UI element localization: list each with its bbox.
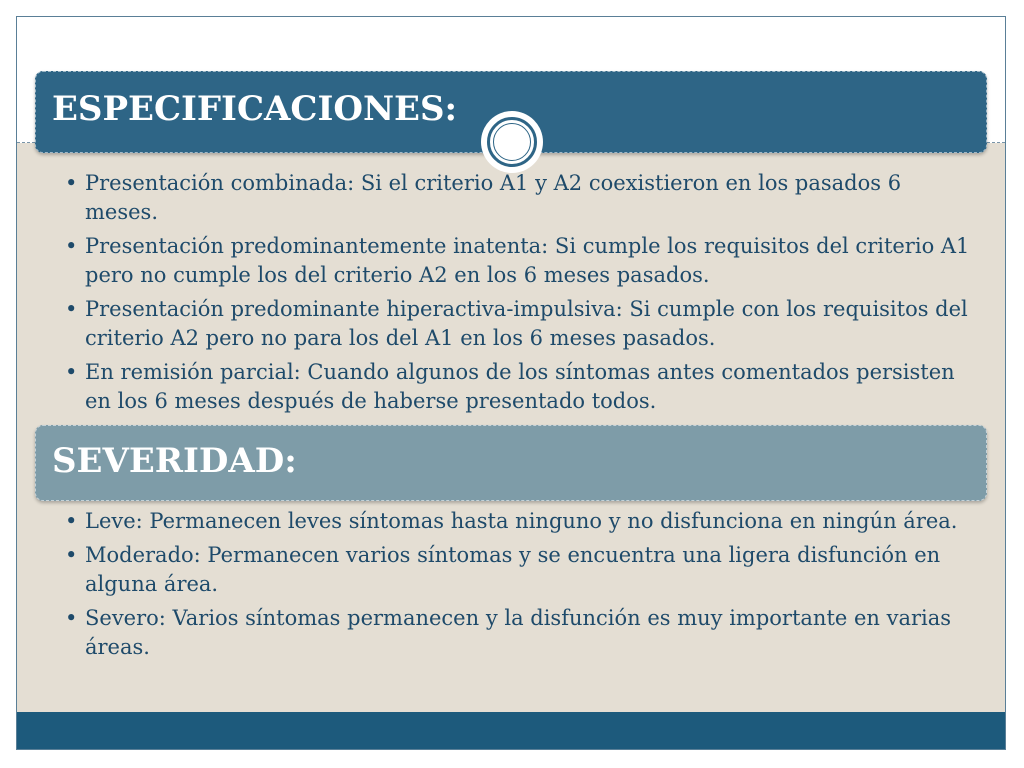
- heading-severidad: [35, 425, 987, 501]
- list-item: • Moderado: Permanecen varios síntomas y se encuentra una ligera disfunción en alguna área.: [65, 541, 975, 599]
- footer-bar: [17, 712, 1005, 749]
- heading-text: ESPECIFICACIONES:: [52, 89, 458, 129]
- list-item: • Presentación predominantemente inatenta: Si cumple los requisitos del criterio A1 pero no cumple los del criterio A2 en los 6 meses pasados.: [65, 232, 975, 290]
- ornament-outer-ring: [487, 117, 537, 167]
- list-item: • Severo: Varios síntomas permanecen y la disfunción es muy importante en varias áreas.: [65, 604, 975, 662]
- list-item: • Leve: Permanecen leves síntomas hasta ninguno y no disfunciona en ningún área.: [65, 507, 975, 536]
- severidad-list: [65, 507, 975, 667]
- list-item: • Presentación combinada: Si el criterio A1 y A2 coexistieron en los pasados 6 meses.: [65, 169, 975, 227]
- list-item: • Presentación predominante hiperactiva-impulsiva: Si cumple con los requisitos del criterio A2 pero no para los del A1 en los 6 meses pasados.: [65, 295, 975, 353]
- heading-text: SEVERIDAD:: [52, 441, 297, 481]
- especificaciones-list: [65, 169, 975, 421]
- list-item: • En remisión parcial: Cuando algunos de los síntomas antes comentados persisten en los 6 meses después de haberse presentado todos.: [65, 358, 975, 416]
- ornament-inner-ring: [493, 123, 531, 161]
- slide: [16, 16, 1006, 750]
- double-ring-icon: [481, 111, 543, 173]
